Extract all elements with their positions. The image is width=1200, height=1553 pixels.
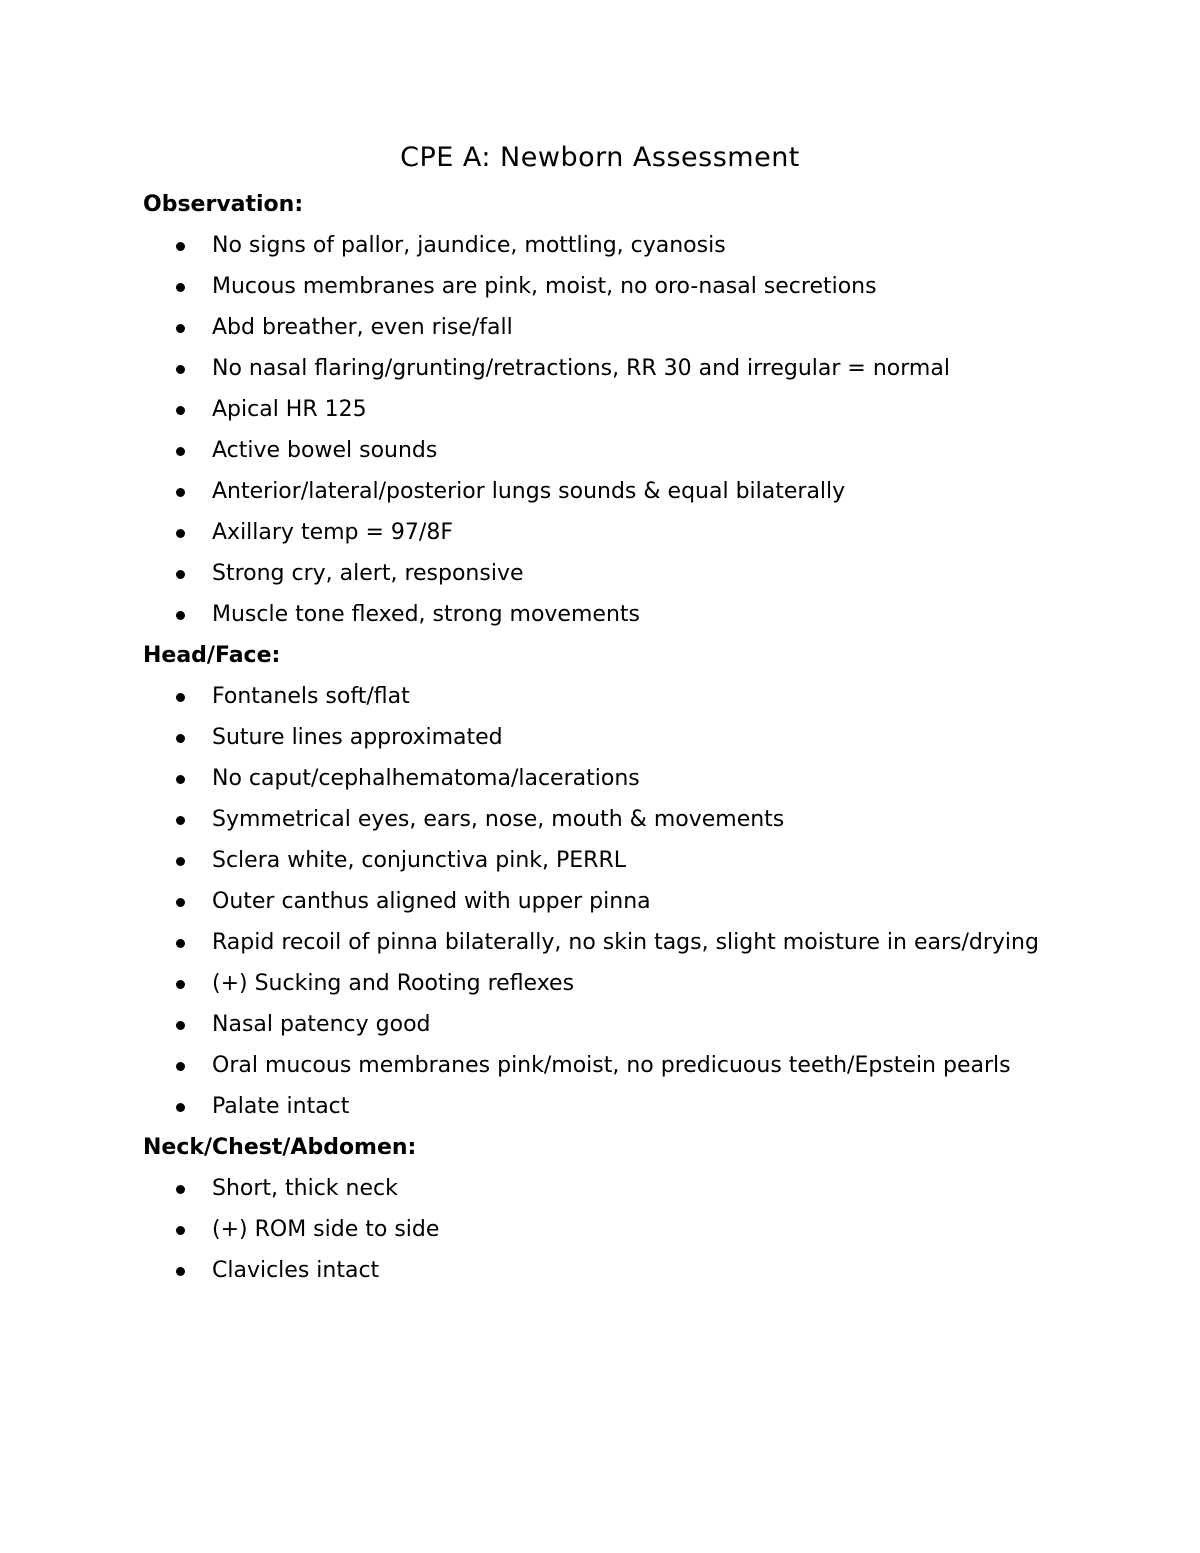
document-title: CPE A: Newborn Assessment xyxy=(400,142,800,173)
list-item-text: Symmetrical eyes, ears, nose, mouth & movements xyxy=(212,807,785,832)
bullet-icon xyxy=(176,939,185,948)
list-item xyxy=(143,963,1043,1004)
list-item xyxy=(143,266,1043,307)
list-item xyxy=(143,1045,1043,1086)
bullet-icon xyxy=(176,1267,185,1276)
list-item-text: No signs of pallor, jaundice, mottling, cyanosis xyxy=(212,233,726,258)
bullet-icon xyxy=(176,816,185,825)
list-item-text: Suture lines approximated xyxy=(212,725,503,750)
list-item xyxy=(143,430,1043,471)
list-item-text: Palate intact xyxy=(212,1094,350,1119)
list-item-text: Fontanels soft/flat xyxy=(212,684,410,709)
list-item-text: Oral mucous membranes pink/moist, no predicuous teeth/Epstein pearls xyxy=(212,1053,1011,1078)
bullet-icon xyxy=(176,1185,185,1194)
list-item xyxy=(143,1209,1043,1250)
section-heading: Observation: xyxy=(143,192,304,217)
document-content xyxy=(143,184,1043,1291)
bullet-icon xyxy=(176,488,185,497)
list-item xyxy=(143,307,1043,348)
section-observation xyxy=(143,184,1043,635)
list-item xyxy=(143,881,1043,922)
list-item-text: Abd breather, even rise/fall xyxy=(212,315,513,340)
bullet-icon xyxy=(176,570,185,579)
bullet-list xyxy=(143,676,1043,1127)
bullet-icon xyxy=(176,242,185,251)
list-item xyxy=(143,840,1043,881)
bullet-icon xyxy=(176,1062,185,1071)
list-item-text: (+) ROM side to side xyxy=(212,1217,440,1242)
list-item xyxy=(143,553,1043,594)
bullet-icon xyxy=(176,1021,185,1030)
bullet-icon xyxy=(176,529,185,538)
bullet-icon xyxy=(176,324,185,333)
list-item-text: (+) Sucking and Rooting reflexes xyxy=(212,971,575,996)
bullet-icon xyxy=(176,857,185,866)
bullet-icon xyxy=(176,980,185,989)
list-item xyxy=(143,389,1043,430)
list-item-text: Nasal patency good xyxy=(212,1012,431,1037)
list-item-text: Apical HR 125 xyxy=(212,397,367,422)
list-item xyxy=(143,922,1043,963)
list-item-text: Active bowel sounds xyxy=(212,438,438,463)
section-neck-chest-abdomen xyxy=(143,1127,1043,1291)
list-item-text: No nasal flaring/grunting/retractions, RR 30 and irregular = normal xyxy=(212,356,950,381)
bullet-icon xyxy=(176,1226,185,1235)
list-item-text: Muscle tone flexed, strong movements xyxy=(212,602,640,627)
list-item-text: Axillary temp = 97/8F xyxy=(212,520,453,545)
list-item xyxy=(143,512,1043,553)
bullet-icon xyxy=(176,693,185,702)
list-item-text: Strong cry, alert, responsive xyxy=(212,561,524,586)
list-item-text: Mucous membranes are pink, moist, no oro-nasal secretions xyxy=(212,274,877,299)
list-item xyxy=(143,594,1043,635)
list-item-text: Rapid recoil of pinna bilaterally, no skin tags, slight moisture in ears/drying xyxy=(212,930,1039,955)
bullet-icon xyxy=(176,365,185,374)
list-item-text: Short, thick neck xyxy=(212,1176,398,1201)
bullet-icon xyxy=(176,447,185,456)
section-heading: Neck/Chest/Abdomen: xyxy=(143,1135,417,1160)
list-item xyxy=(143,799,1043,840)
list-item xyxy=(143,225,1043,266)
list-item-text: Sclera white, conjunctiva pink, PERRL xyxy=(212,848,626,873)
list-item xyxy=(143,1250,1043,1291)
section-head-face xyxy=(143,635,1043,1127)
bullet-icon xyxy=(176,775,185,784)
list-item-text: No caput/cephalhematoma/lacerations xyxy=(212,766,640,791)
list-item xyxy=(143,1004,1043,1045)
bullet-icon xyxy=(176,283,185,292)
bullet-icon xyxy=(176,1103,185,1112)
list-item-text: Clavicles intact xyxy=(212,1258,380,1283)
list-item xyxy=(143,471,1043,512)
section-heading: Head/Face: xyxy=(143,643,281,668)
list-item xyxy=(143,758,1043,799)
list-item xyxy=(143,1168,1043,1209)
list-item xyxy=(143,676,1043,717)
bullet-icon xyxy=(176,406,185,415)
bullet-list xyxy=(143,225,1043,635)
bullet-list xyxy=(143,1168,1043,1291)
bullet-icon xyxy=(176,898,185,907)
bullet-icon xyxy=(176,611,185,620)
bullet-icon xyxy=(176,734,185,743)
list-item xyxy=(143,717,1043,758)
list-item xyxy=(143,1086,1043,1127)
list-item xyxy=(143,348,1043,389)
list-item-text: Anterior/lateral/posterior lungs sounds & equal bilaterally xyxy=(212,479,846,504)
list-item-text: Outer canthus aligned with upper pinna xyxy=(212,889,651,914)
